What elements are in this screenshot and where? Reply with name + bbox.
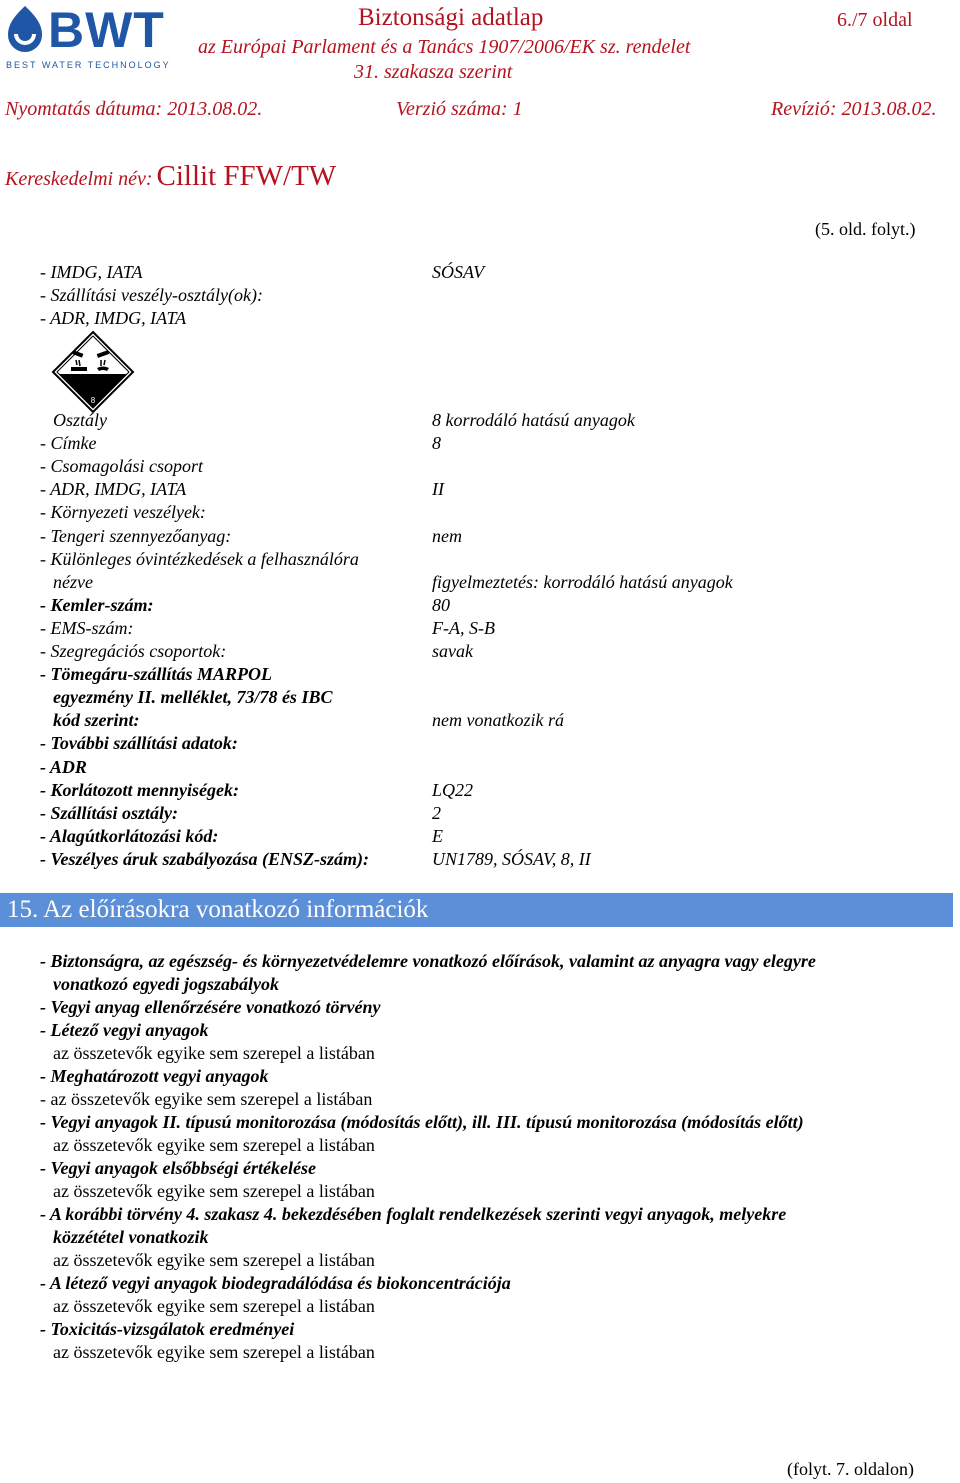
trade-name: Cillit FFW/TW xyxy=(156,160,337,192)
former-law-line-1: - A korábbi törvény 4. szakasz 4. bekezdésében foglalt rendelkezések szerinti vegyi anyagok, melyekre xyxy=(40,1204,787,1224)
regulation-item: - Vegyi anyag ellenőrzésére vonatkozó törvény xyxy=(40,997,381,1017)
regulation-line-1: az Európai Parlament és a Tanács 1907/2006/EK sz. rendelet xyxy=(198,36,691,58)
pictogram-number: 8 xyxy=(90,396,96,405)
hazard-class-heading: - Szállítási veszély-osztály(ok): xyxy=(40,285,263,305)
transport-row-value: 80 xyxy=(432,594,450,615)
transport-row xyxy=(40,432,940,455)
bwt-logo xyxy=(4,4,182,70)
regulation-item: - Létező vegyi anyagok xyxy=(40,1020,209,1040)
transport-row xyxy=(40,825,940,848)
transport-row-label: - EMS-szám: xyxy=(40,617,134,638)
transport-row xyxy=(40,686,940,709)
transport-row-label: - Tömegáru-szállítás MARPOL xyxy=(40,664,273,685)
transport-row-label: - Szállítási osztály: xyxy=(40,802,179,823)
adr-imdg-iata-heading: - ADR, IMDG, IATA xyxy=(40,308,187,328)
transport-row-label: Osztály xyxy=(53,410,107,430)
transport-row-label: - Címke xyxy=(40,433,97,454)
transport-row xyxy=(40,663,940,686)
regulation-item: - Vegyi anyagok elsőbbségi értékelése xyxy=(40,1158,316,1178)
transport-row xyxy=(40,802,940,825)
transport-row xyxy=(40,548,940,571)
transport-row-label: - Különleges óvintézkedések a felhasználóra xyxy=(40,548,359,569)
transport-row-label: - Szegregációs csoportok: xyxy=(40,641,227,661)
transport-row-value: figyelmeztetés: korrodáló hatású anyagok xyxy=(432,571,733,592)
transport-row-label: - Kemler-szám: xyxy=(40,594,154,615)
toxicity-note: az összetevők egyike sem szerepel a listában xyxy=(53,1342,375,1362)
regulation-item: - Vegyi anyagok II. típusú monitorozása (módosítás előtt), ill. III. típusú monitorozása (módosítás előtt) xyxy=(40,1112,804,1132)
transport-row-label: nézve xyxy=(53,571,93,592)
transport-row-value: F-A, S-B xyxy=(432,617,495,638)
version-number: Verzió száma: 1 xyxy=(396,98,523,120)
transport-row-label: - További szállítási adatok: xyxy=(40,733,238,754)
transport-row-label: egyezmény II. melléklet, 73/78 és IBC xyxy=(53,687,333,708)
transport-row-label: - ADR xyxy=(40,756,87,777)
regulation-note: az összetevők egyike sem szerepel a listában xyxy=(53,1135,375,1155)
transport-row xyxy=(40,640,940,663)
transport-row xyxy=(40,455,940,478)
transport-row-label: - Korlátozott mennyiségek: xyxy=(40,779,239,800)
transport-row-value: savak xyxy=(432,641,473,661)
transport-row-label: kód szerint: xyxy=(53,710,140,731)
transport-row-value: nem vonatkozik rá xyxy=(432,710,564,731)
logo-text: BWT xyxy=(48,2,165,58)
transport-row xyxy=(40,501,940,524)
transport-row-label: - Tengeri szennyezőanyag: xyxy=(40,525,232,546)
section-15-body xyxy=(40,950,950,1364)
regulation-note: az összetevők egyike sem szerepel a listában xyxy=(53,1043,375,1063)
transport-row xyxy=(40,617,940,640)
section-15-intro-line-1: - Biztonságra, az egészség- és környezetvédelemre vonatkozó előírások, valamint az anyagra vagy elegyre xyxy=(40,951,816,971)
section-15-header xyxy=(0,893,953,927)
transport-row xyxy=(40,525,940,548)
transport-row-value: 8 xyxy=(432,433,441,454)
logo-subtitle: BEST WATER TECHNOLOGY xyxy=(6,60,171,70)
transport-row-value: nem xyxy=(432,525,462,546)
transport-row-value: 8 korrodáló hatású anyagok xyxy=(432,410,635,430)
biodegradation-note: az összetevők egyike sem szerepel a listában xyxy=(53,1296,375,1316)
former-law-line-2: közzététel vonatkozik xyxy=(53,1227,209,1247)
transport-row xyxy=(40,848,940,871)
continued-from-note: (5. old. folyt.) xyxy=(815,219,916,239)
revision-date: Revízió: 2013.08.02. xyxy=(771,98,937,120)
page-number: 6./7 oldal xyxy=(837,9,913,31)
trade-name-row xyxy=(5,157,336,200)
transport-row xyxy=(40,478,940,501)
regulation-note: az összetevők egyike sem szerepel a listában xyxy=(53,1181,375,1201)
transport-row-value: LQ22 xyxy=(432,779,474,800)
former-law-note: az összetevők egyike sem szerepel a listában xyxy=(53,1250,375,1270)
section-15-title: 15. Az előírásokra vonatkozó információk xyxy=(7,896,429,923)
transport-row xyxy=(40,594,940,617)
transport-row-value: UN1789, SÓSAV, 8, II xyxy=(432,848,591,869)
section-15-intro-line-2: vonatkozó egyedi jogszabályok xyxy=(53,974,279,994)
transport-row xyxy=(40,779,940,802)
transport-row-label: - Alagútkorlátozási kód: xyxy=(40,825,219,846)
section-15-items xyxy=(40,996,950,1203)
transport-row xyxy=(40,732,940,755)
print-date: Nyomtatás dátuma: 2013.08.02. xyxy=(5,98,263,120)
trade-name-label: Kereskedelmi név: xyxy=(5,168,153,190)
transport-row-label: - Környezeti veszélyek: xyxy=(40,502,206,523)
regulation-note: - az összetevők egyike sem szerepel a listában xyxy=(40,1089,373,1109)
transport-row-value: 2 xyxy=(432,802,441,823)
transport-row xyxy=(40,571,940,594)
transport-row-label: - ADR, IMDG, IATA xyxy=(40,479,187,500)
biodegradation-title: - A létező vegyi anyagok biodegradálódása és biokoncentrációja xyxy=(40,1273,511,1293)
regulation-line-2: 31. szakasza szerint xyxy=(354,61,513,83)
bwt-logo-drop-icon xyxy=(4,4,46,54)
transport-row-label: - Csomagolási csoport xyxy=(40,456,204,477)
document-title: Biztonsági adatlap xyxy=(358,4,544,31)
imdg-iata-row xyxy=(40,261,920,284)
transport-row-label: - Veszélyes áruk szabályozása (ENSZ-szám): xyxy=(40,848,370,869)
transport-row xyxy=(40,409,940,432)
transport-row-value: II xyxy=(432,479,444,500)
transport-row-value: E xyxy=(432,825,443,846)
regulation-item: - Meghatározott vegyi anyagok xyxy=(40,1066,269,1086)
continued-on-note: (folyt. 7. oldalon) xyxy=(787,1459,914,1479)
imdg-iata-value: SÓSAV xyxy=(432,262,485,282)
toxicity-title: - Toxicitás-vizsgálatok eredményei xyxy=(40,1319,295,1339)
imdg-iata-label: - IMDG, IATA xyxy=(40,262,143,282)
transport-row xyxy=(40,756,940,779)
corrosive-hazard-pictogram-icon xyxy=(51,330,135,414)
transport-row xyxy=(40,709,940,732)
